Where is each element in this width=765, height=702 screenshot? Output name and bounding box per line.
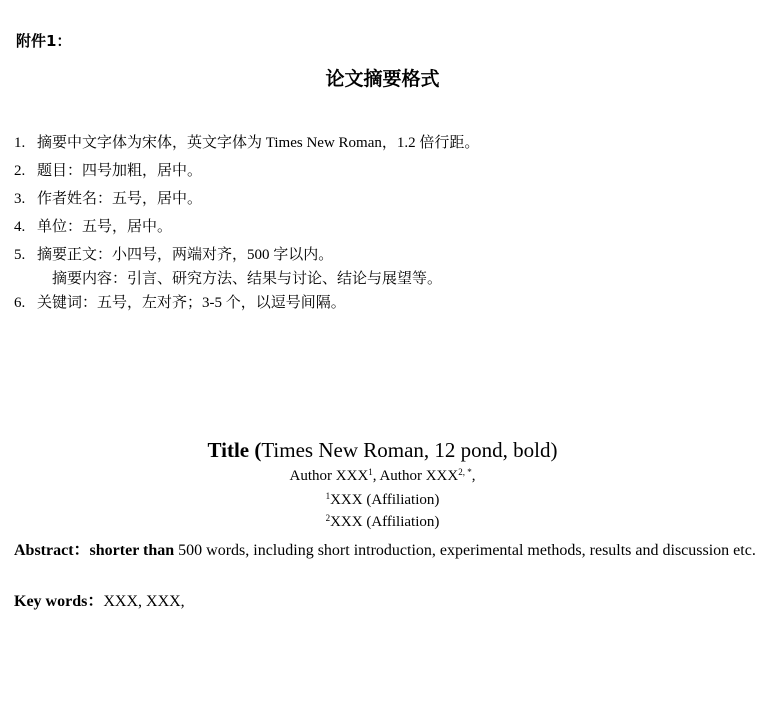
rule-number: 3. — [14, 191, 26, 207]
attachment-label: 附件1： — [16, 32, 72, 50]
author-1: Author XXX — [289, 468, 369, 484]
rule-text: 关键词：五号，左对齐；3-5 个，以逗号间隔。 — [37, 295, 346, 311]
sample-title-bold: Title ( — [207, 438, 262, 462]
author-2: Author XXX — [379, 468, 459, 484]
rule-text: 摘要正文：小四号，两端对齐，500 字以内。 — [37, 247, 334, 263]
affiliation-2-sup: 2 — [325, 513, 331, 523]
author-2-sup: 2, * — [458, 467, 472, 477]
rule-number: 1. — [14, 135, 26, 151]
sample-title — [0, 437, 765, 463]
list-item — [14, 133, 479, 153]
list-item — [14, 189, 479, 209]
keywords-text: XXX, XXX, — [103, 593, 185, 610]
rule-text: 单位：五号，居中。 — [37, 219, 173, 235]
author-1-sup: 1 — [368, 467, 373, 477]
rule-body — [37, 161, 202, 181]
author-separator: , — [372, 468, 380, 484]
document-title: 论文摘要格式 — [325, 68, 440, 90]
rule-number: 6. — [14, 295, 26, 311]
sample-abstract — [14, 537, 762, 564]
abstract-bold-text: shorter than — [89, 542, 175, 559]
rule-number: 2. — [14, 163, 26, 179]
abstract-text: 500 words, including short introduction, experimental methods, results and discussion etc. — [174, 542, 756, 559]
sample-authors — [0, 466, 765, 486]
affiliation-1-text: XXX (Affiliation) — [330, 492, 440, 508]
rule-text: 作者姓名：五号，居中。 — [37, 191, 203, 207]
rule-body — [37, 189, 202, 209]
format-rules-list — [14, 133, 479, 313]
abstract-label: Abstract： — [14, 542, 90, 559]
rule-number: 5. — [14, 247, 26, 263]
rule-text: 题目：四号加粗，居中。 — [37, 163, 203, 179]
list-item — [14, 217, 479, 237]
rule-body — [37, 217, 172, 237]
rule-number: 4. — [14, 219, 26, 235]
rule-subtext: 摘要内容：引言、研究方法、结果与讨论、结论与展望等。 — [52, 271, 443, 287]
sample-title-rest: Times New Roman, 12 pond, bold) — [261, 438, 558, 462]
sample-keywords — [14, 591, 185, 613]
rule-text: 摘要中文字体为宋体，英文字体为 Times New Roman，1.2 倍行距。 — [37, 135, 480, 151]
keywords-label: Key words： — [14, 593, 104, 610]
list-item — [14, 161, 479, 181]
sample-affiliation-1 — [0, 490, 765, 510]
rule-body — [37, 133, 479, 153]
list-item — [14, 245, 479, 289]
rule-body — [37, 293, 346, 313]
list-item — [14, 293, 479, 313]
author-end: , — [471, 468, 476, 484]
rule-body — [37, 245, 442, 289]
sample-affiliation-2 — [0, 512, 765, 532]
affiliation-1-sup: 1 — [325, 491, 331, 501]
affiliation-2-text: XXX (Affiliation) — [330, 514, 440, 530]
